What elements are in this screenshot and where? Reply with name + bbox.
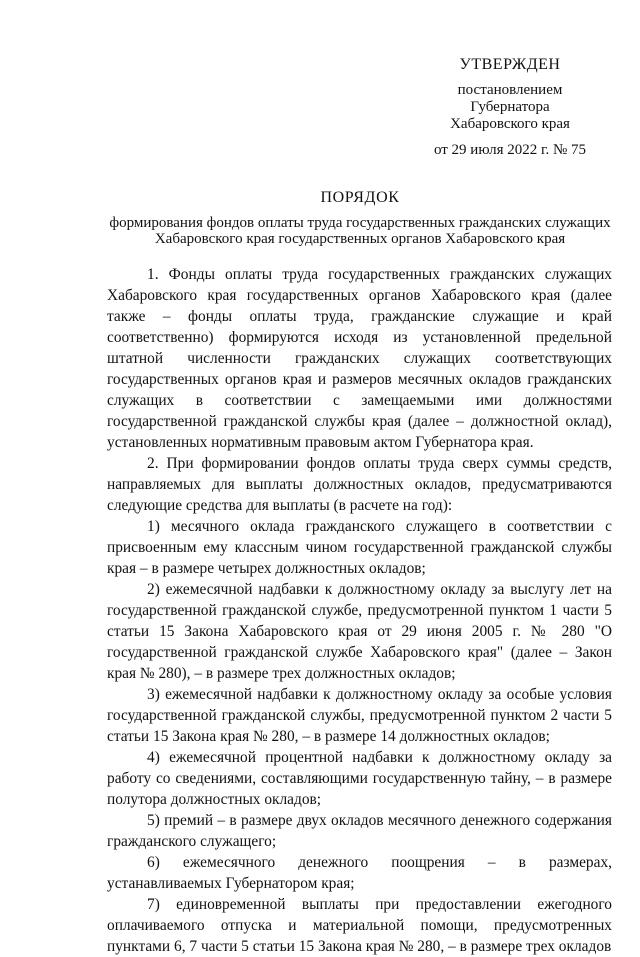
list-item-3: 3) ежемесячной надбавки к должностному окладу за особые условия государственной гражданской службы, предусмотренной пунктом 2 части 5 статьи 15 Закона края № 280, – в размере 14 должностных окладов;: [107, 686, 612, 745]
list-item-4: 4) ежемесячной процентной надбавки к должностному окладу за работу со сведениями, составляющими государственную тайну, – в размере полутора должностных окладов;: [107, 749, 612, 808]
document-subtitle: формирования фондов оплаты труда государственных гражданских служащих Хабаровского края государственных органов Хабаровского края: [109, 215, 611, 247]
approval-line-governor: Губернатора: [470, 99, 550, 115]
paragraph-2: 2. При формировании фондов оплаты труда сверх суммы средств, направляемых для выплаты должностных окладов, предусматриваются следующие средства для выплаты (в расчете на год):: [107, 455, 612, 514]
document-body: [107, 264, 612, 957]
list-item-5: 5) премий – в размере двух окладов месячного денежного содержания гражданского служащего;: [107, 812, 612, 850]
approved-heading: УТВЕРЖДЕН: [459, 56, 561, 73]
list-item-2: 2) ежемесячной надбавки к должностному окладу за выслугу лет на государственной гражданской службе, предусмотренной пунктом 1 части 5 статьи 15 Закона Хабаровского края от 29 июня 2005 г. № 280 "О государственной гражданской службе Хабаровского края" (далее – Закон края № 280), – в размере трех должностных окладов;: [107, 581, 612, 682]
approval-line-resolution: постановлением: [457, 82, 563, 98]
document-title-block: [100, 189, 620, 247]
approval-stamp-block: [410, 56, 610, 159]
list-item-1: 1) месячного оклада гражданского служащего в соответствии с присвоенным ему классным чином государственной гражданской службы края – в размере четырех должностных окладов;: [107, 518, 612, 577]
document-title: ПОРЯДОК: [320, 189, 400, 206]
list-item-6: 6) ежемесячного денежного поощрения – в размерах, устанавливаемых Губернатором края;: [107, 854, 612, 892]
paragraph-1: 1. Фонды оплаты труда государственных гражданских служащих Хабаровского края государственных органов Хабаровского края (далее также – фонды оплаты труда, гражданские служащие и край соответственно) формируются исходя из установленной предельной штатной численности гражданских служащих соответствующих государственных органов края и размеров месячных окладов гражданских служащих в соответствии с замещаемыми ими должностями государственной гражданской службы края (далее – должностной оклад), установленных нормативным правовым актом Губернатора края.: [107, 266, 612, 451]
approval-date-number: от 29 июля 2022 г. № 75: [433, 142, 587, 158]
list-item-7: 7) единовременной выплаты при предоставлении ежегодного оплачиваемого отпуска и материальной помощи, предусмотренных пунктами 6, 7 части 5 статьи 15 Закона края № 280, – в размере трех окладов: [107, 896, 612, 955]
approval-line-region: Хабаровского края: [450, 116, 570, 132]
